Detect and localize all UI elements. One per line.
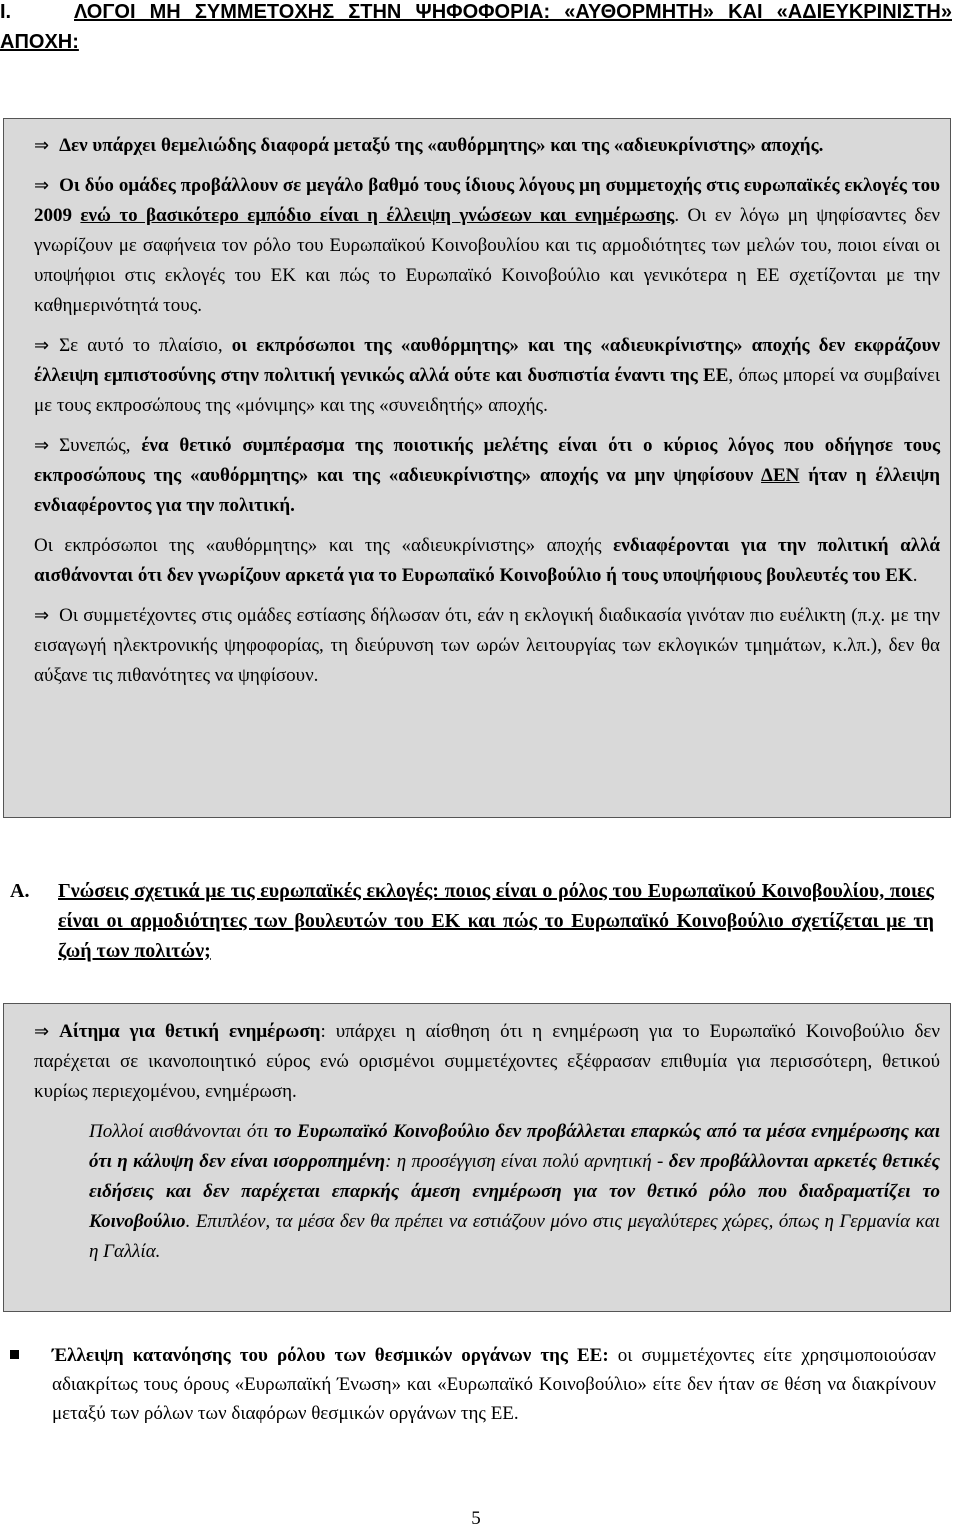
bullet-bold: Έλλειψη κατανόησης του ρόλου των θεσμικών οργάνων της ΕΕ: bbox=[52, 1345, 609, 1366]
para-5 bbox=[34, 531, 940, 591]
bullet-text: οι συμμετέχοντες είτε χρησιμοποιούσαν αδιακρίτως τους όρους «Ευρωπαϊκή Ένωση» και «Ευρωπαϊκό Κοινοβούλιο» είτε δεν ήταν σε θέση να διακρίνουν μεταξύ των ρόλων των διαφόρων θεσμικών οργάνων της ΕΕ. bbox=[52, 1345, 937, 1424]
section-title: ΛΟΓΟΙ ΜΗ ΣΥΜΜΕΤΟΧΗΣ ΣΤΗΝ ΨΗΦΟΦΟΡΙΑ: «ΑΥΘΟΡΜΗΤΗ» ΚΑΙ «ΑΔΙΕΥΚΡΙΝΙΣΤΗ» ΑΠΟΧΗ: bbox=[0, 1, 952, 53]
para-1 bbox=[34, 131, 940, 161]
para-6-text: Οι συμμετέχοντες στις ομάδες εστίασης δήλωσαν ότι, εάν η εκλογική διαδικασία γινόταν πιο ευέλικτη (π.χ. με την εισαγωγή ηλεκτρονικής ψηφοφορίας, τη διεύρυνση των ωρών λειτουργίας των εκλογικών τμημάτων, κ.λπ.), δεν θα αύξανε τις πιθανότητες να ψηφίσουν. bbox=[34, 605, 940, 686]
summary-box-1 bbox=[3, 118, 951, 818]
para-5-bold: ενδιαφέρονται για την πολιτική αλλά αισθάνονται ότι δεν γνωρίζουν αρκετά για το Ευρωπαϊκό Κοινοβούλιο ή τους υποψήφιους βουλευτές του ΕΚ bbox=[34, 535, 940, 586]
arrow-icon: ⇒ bbox=[34, 1021, 50, 1042]
section-heading bbox=[0, 0, 952, 57]
para-3-bold: οι εκπρόσωποι της «αυθόρμητης» και της «αδιευκρίνιστης» αποχής δεν εκφράζουν έλλειψη εμπιστοσύνης στην πολιτική γενικώς αλλά ούτε και δυσπιστία έναντι της ΕΕ bbox=[34, 335, 940, 386]
para-4-bold-underline: ΔΕΝ bbox=[761, 465, 800, 486]
arrow-icon: ⇒ bbox=[34, 435, 50, 456]
arrow-icon: ⇒ bbox=[34, 605, 50, 626]
quote-text-2: : η προσέγγιση είναι πολύ αρνητική - bbox=[385, 1151, 669, 1172]
box2-para-1-text: : υπάρχει η αίσθηση ότι η ενημέρωση για το Ευρωπαϊκό Κοινοβούλιο δεν παρέχεται σε ικανοποιητικό εύρος ενώ ορισμένοι συμμετέχοντες εξέφρασαν επιθυμία για περισσότερη, θετικού κυρίως περιεχομένου, ενημέρωση. bbox=[34, 1021, 941, 1102]
subsection-a bbox=[10, 876, 934, 966]
para-3-text-end: , όπως μπορεί να συμβαίνει με τους εκπροσώπους της «μόνιμης» και της «συνειδητής» αποχής. bbox=[34, 365, 940, 416]
subsection-title: Γνώσεις σχετικά με τις ευρωπαϊκές εκλογές: ποιος είναι ο ρόλος του Ευρωπαϊκού Κοινοβουλίου, ποιες είναι οι αρμοδιότητες των βουλευτών του ΕΚ και πώς το Ευρωπαϊκό Κοινοβούλιο σχετίζεται με τη ζωή των πολιτών; bbox=[58, 880, 934, 962]
quote-bold-1: το Ευρωπαϊκό Κοινοβούλιο δεν προβάλλεται επαρκώς από τα μέσα ενημέρωσης και ότι η κάλυψη δεν είναι ισορροπημένη bbox=[89, 1121, 940, 1172]
arrow-icon: ⇒ bbox=[34, 135, 50, 156]
summary-box-2 bbox=[3, 1003, 951, 1312]
box2-para-1 bbox=[34, 1017, 940, 1107]
para-1-bold: Δεν υπάρχει θεμελιώδης διαφορά μεταξύ της «αυθόρμητης» και της «αδιευκρίνιστης» αποχής. bbox=[59, 135, 824, 156]
para-5-end: . bbox=[912, 565, 918, 586]
box2-para-1-bold: Αίτημα για θετική ενημέρωση bbox=[59, 1021, 321, 1042]
section-number: Ι. bbox=[0, 1, 12, 23]
para-2 bbox=[34, 171, 940, 321]
box2-italic-quote bbox=[89, 1117, 940, 1267]
para-4 bbox=[34, 431, 940, 521]
bullet-square-icon bbox=[10, 1350, 19, 1359]
bullet-paragraph bbox=[52, 1341, 936, 1428]
arrow-icon: ⇒ bbox=[34, 335, 50, 356]
arrow-icon: ⇒ bbox=[34, 175, 50, 196]
para-6 bbox=[34, 601, 940, 691]
page-number: 5 bbox=[471, 1508, 481, 1529]
para-3-text-start: Σε αυτό το πλαίσιο, bbox=[59, 335, 232, 356]
para-4-bold: ένα θετικό συμπέρασμα της ποιοτικής μελέτης είναι ότι ο κύριος λόγος που οδήγησε τους εκπροσώπους της «αυθόρμητης» και της «αδιευκρίνιστης» αποχής να μην ψηφίσουν bbox=[34, 435, 940, 486]
para-2-text: . Οι εν λόγω μη ψηφίσαντες δεν γνωρίζουν με σαφήνεια τον ρόλο του Ευρωπαϊκού Κοινοβουλίου και τις αρμοδιότητες των μελών του, ποιοι είναι οι υποψήφιοι στις εκλογές του ΕΚ και πώς το Ευρωπαϊκό Κοινοβούλιο και γενικότερα η ΕΕ σχετίζονται με την καθημερινότητά τους. bbox=[34, 205, 941, 316]
para-2-bold: Οι δύο ομάδες προβάλλουν σε μεγάλο βαθμό τους ίδιους λόγους μη συμμετοχής στις ευρωπαϊκές εκλογές του 2009 bbox=[34, 175, 940, 226]
quote-text-1: Πολλοί αισθάνονται ότι bbox=[89, 1121, 274, 1142]
para-4-text-start: Συνεπώς, bbox=[59, 435, 142, 456]
quote-bold-2: δεν προβάλλονται αρκετές θετικές ειδήσεις και δεν παρέχεται επαρκής άμεση ενημέρωση για τον θετικό ρόλο που διαδραματίζει το Κοινοβούλιο bbox=[89, 1151, 940, 1232]
para-4-bold-end: ήταν η έλλειψη ενδιαφέροντος για την πολιτική. bbox=[34, 465, 940, 516]
para-5-text: Οι εκπρόσωποι της «αυθόρμητης» και της «αδιευκρίνιστης» αποχής bbox=[34, 535, 614, 556]
para-3 bbox=[34, 331, 940, 421]
quote-text-3: . Επιπλέον, τα μέσα δεν θα πρέπει να εστιάζουν μόνο στις μεγαλύτερες χώρες, όπως η Γερμανία και η Γαλλία. bbox=[89, 1211, 940, 1262]
para-2-bold-underline: ενώ το βασικότερο εμπόδιο είναι η έλλειψη γνώσεων και ενημέρωσης bbox=[80, 205, 675, 226]
subsection-letter: Α. bbox=[10, 880, 30, 902]
